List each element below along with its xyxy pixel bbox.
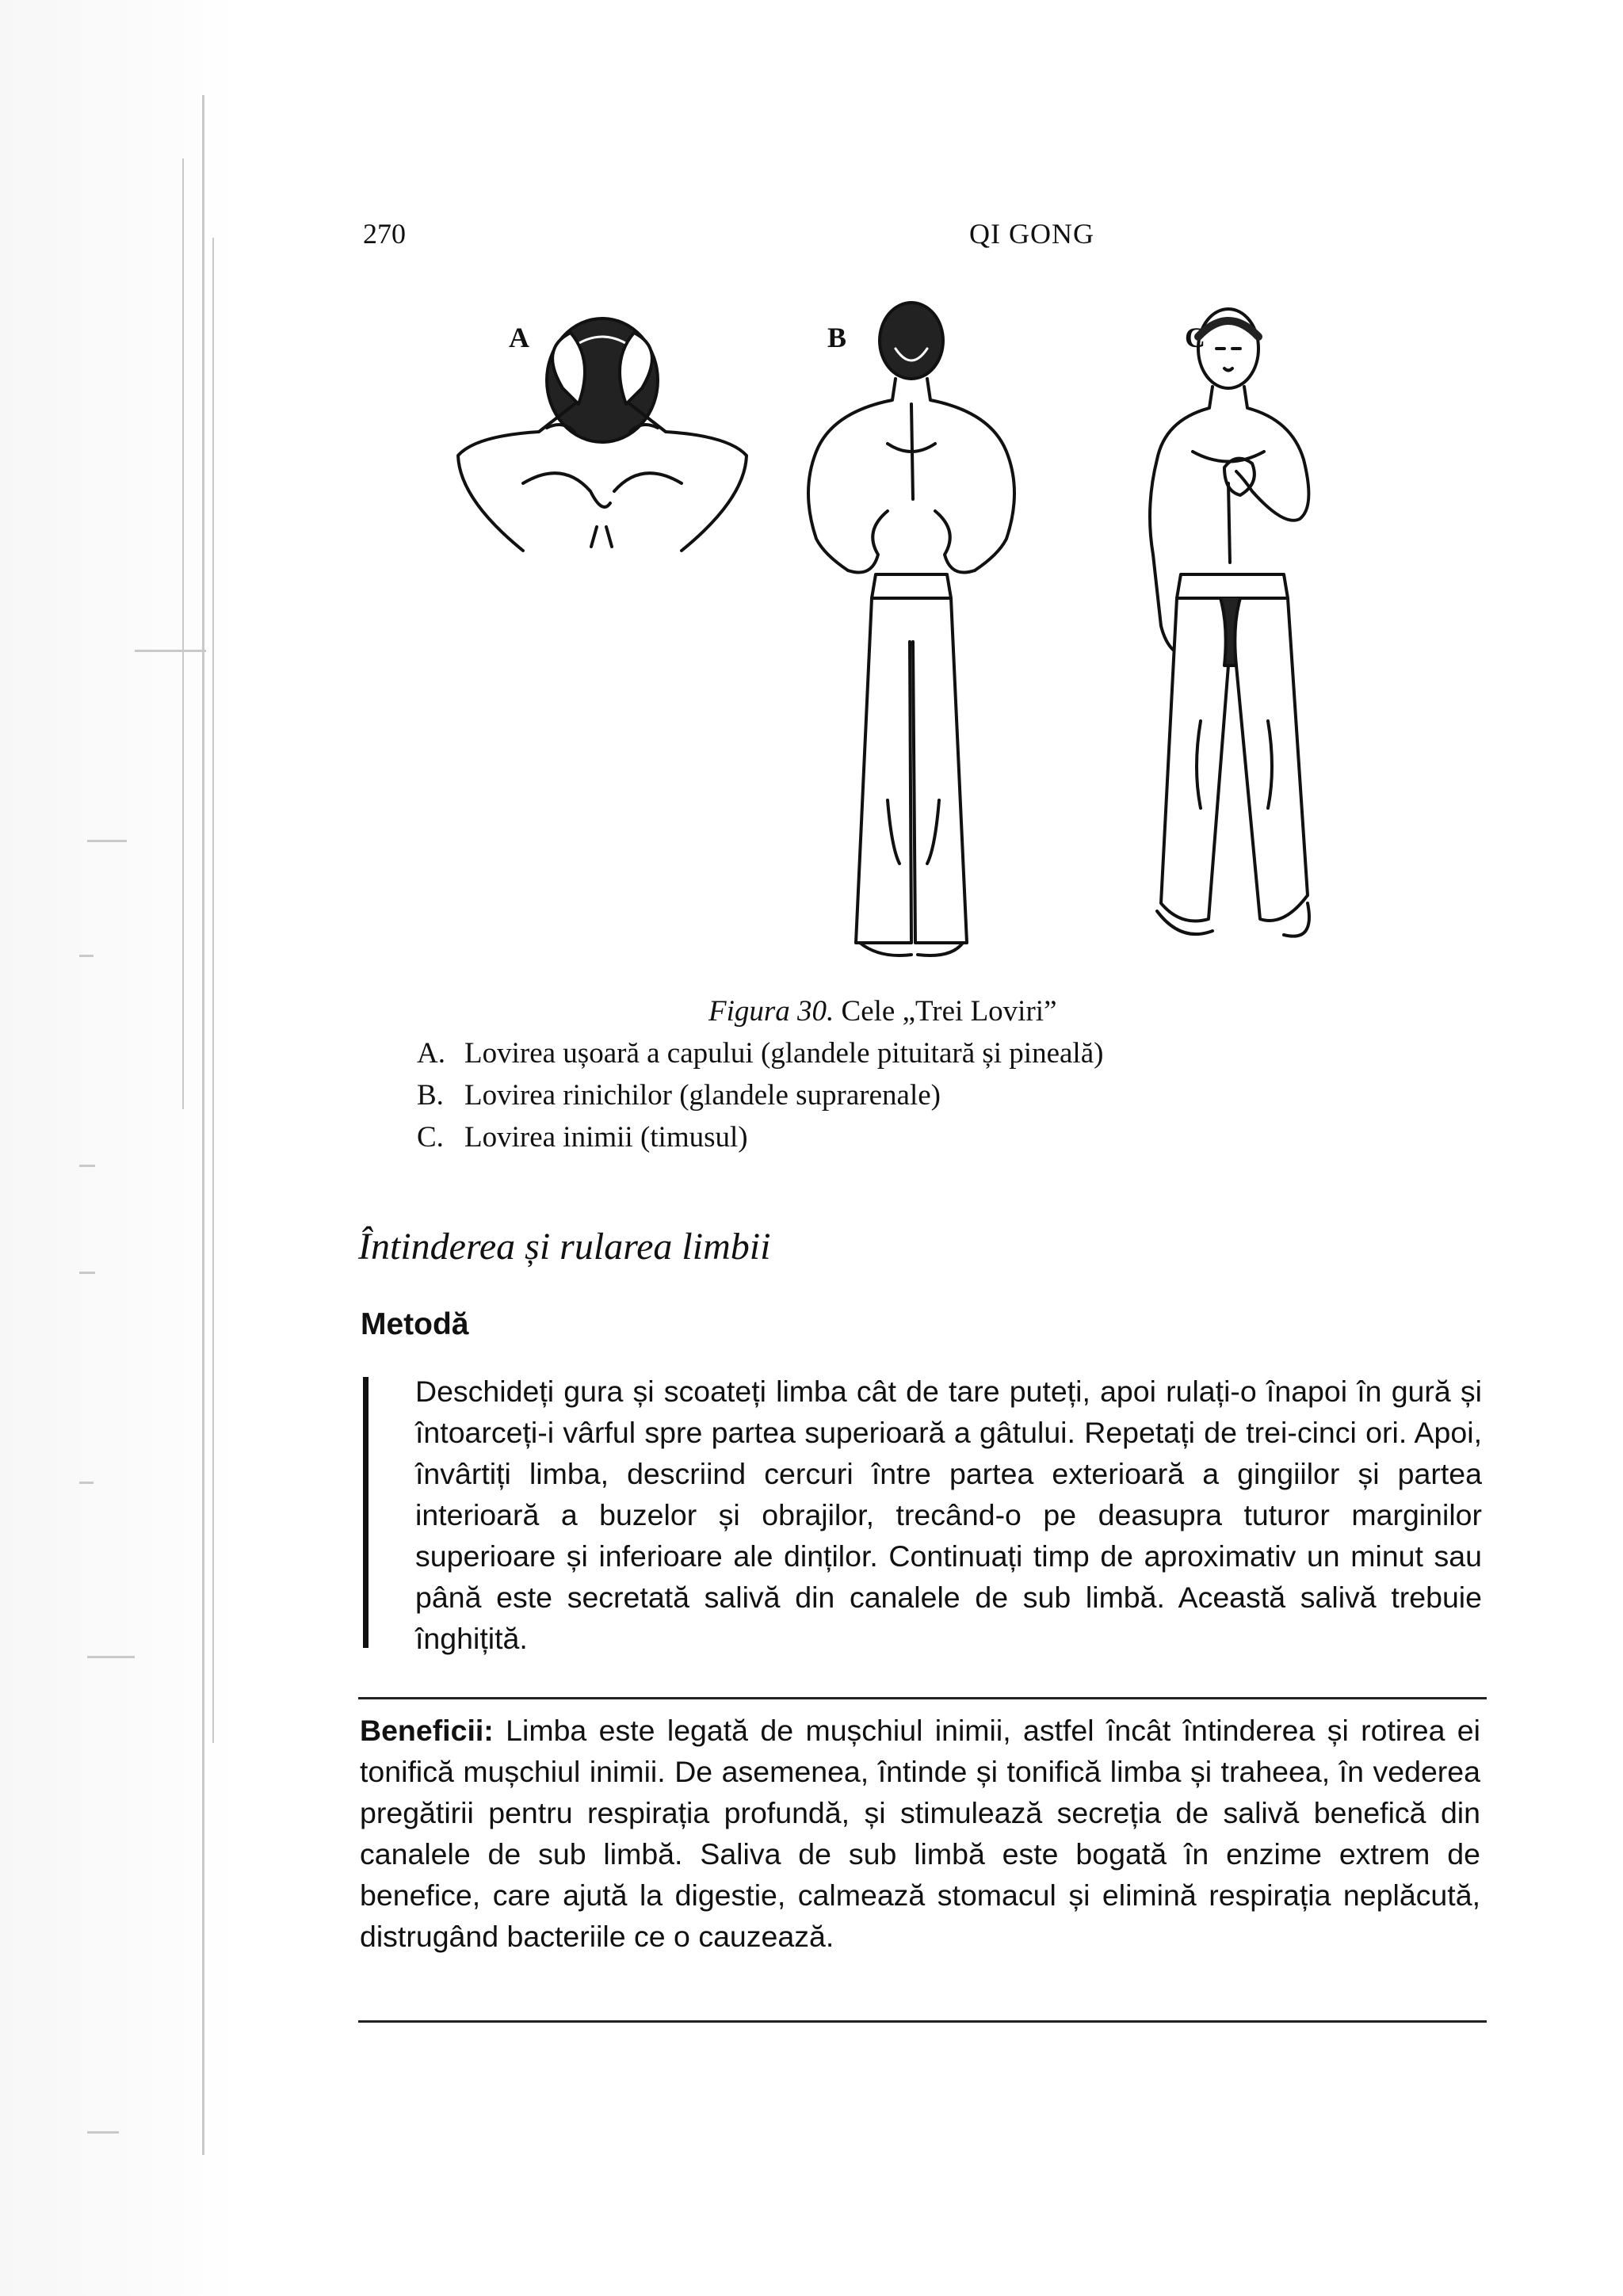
- method-text: Deschideți gura și scoateți limba cât de tare puteți, apoi rulați-o înapoi în gură și întoarceți-i vârful spre partea superioară a gâtului. Repetați de trei-cinci ori. Apoi, învârtiți limba, descriind cercuri între partea exterioară a gingiilor și partea interioară a buzelor și obrajilor, trecând-o pe deasupra tuturor marginilor superioare și inferioare ale dinților. Continuați timp de aproximativ un minut sau până este secretată salivă din canalele de sub limbă. Această salivă trebuie înghițită.: [415, 1375, 1482, 1655]
- section-title: Întinderea și rularea limbii: [358, 1226, 771, 1268]
- figure-kidney-tapping-illustration: [808, 303, 1014, 955]
- benefits-box: [360, 1710, 1480, 1957]
- method-heading: Metodă: [361, 1307, 469, 1341]
- scan-binding-shadow: [0, 0, 238, 2296]
- caption-item: [417, 1032, 1328, 1074]
- caption-item-text: Lovirea rinichilor (glandele suprarenale): [464, 1079, 941, 1112]
- benefits-top-rule: [358, 1697, 1487, 1699]
- panel-letter-a: A: [509, 322, 529, 353]
- caption-figure-number: Figura 30.: [708, 995, 834, 1028]
- caption-item-text: Lovirea ușoară a capului (glandele pituitară și pineală): [464, 1037, 1104, 1070]
- running-title: QI GONG: [969, 218, 1094, 250]
- benefits-text: Limba este legată de mușchiul inimii, astfel încât întinderea și rotirea ei tonifică mușchiul inimii. De asemenea, întinde și tonifică limba și traheea, în vederea pregătirii pentru respirația profundă, și stimulează secreția de salivă benefică din canalele de sub limbă. Saliva de sub limbă este bogată în enzime extrem de benefice, care ajută la digestie, calmează stomacul și elimină respirația neplăcută, distrugând bacteriile ce o cauzează.: [360, 1714, 1480, 1953]
- caption-item: [417, 1074, 1328, 1116]
- benefits-label: Beneficii:: [360, 1714, 494, 1747]
- method-side-bar: [363, 1377, 369, 1648]
- caption-item-letter: A.: [417, 1037, 445, 1070]
- panel-letter-c: C: [1185, 322, 1205, 353]
- page-header: [358, 214, 1491, 254]
- benefits-bottom-rule: [358, 2020, 1487, 2023]
- caption-item-text: Lovirea inimii (timusul): [464, 1121, 748, 1154]
- page-number: 270: [363, 218, 406, 250]
- figure-head-tapping-illustration: [458, 318, 747, 551]
- caption-item-letter: C.: [417, 1121, 444, 1154]
- panel-letter-b: B: [827, 322, 847, 353]
- caption-figure-title: Cele „Trei Loviri”: [834, 995, 1057, 1028]
- caption-item: [417, 1116, 1328, 1158]
- figure-caption: [417, 990, 1328, 1158]
- caption-title: [417, 990, 1328, 1032]
- caption-item-letter: B.: [417, 1079, 444, 1112]
- figure-heart-tapping-illustration: [1150, 309, 1309, 936]
- figure-30: [444, 293, 1379, 967]
